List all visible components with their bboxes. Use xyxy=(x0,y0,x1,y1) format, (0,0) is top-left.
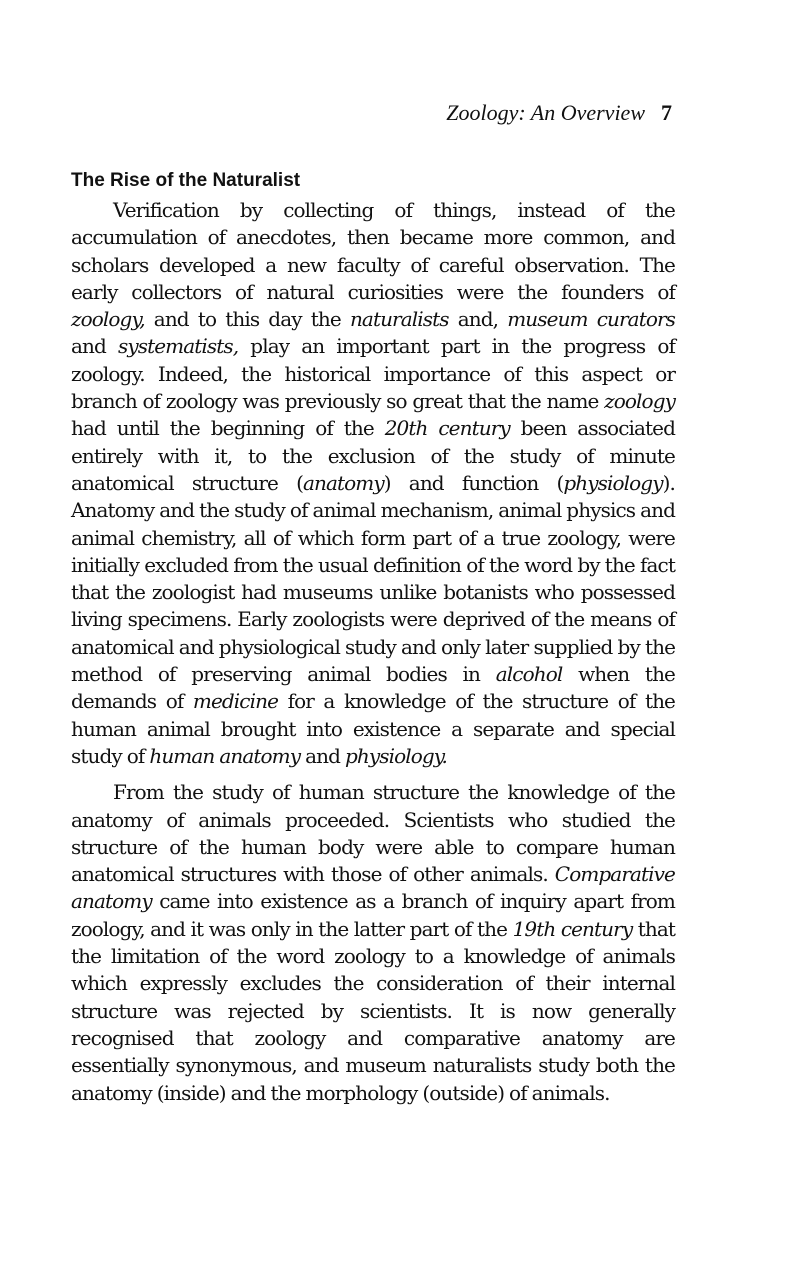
italic-term: zoology, xyxy=(71,307,145,332)
italic-term: museum curators xyxy=(507,307,675,332)
italic-term: 19th century xyxy=(512,916,633,941)
italic-term: naturalists xyxy=(349,307,449,332)
text-run: and xyxy=(71,334,118,359)
text-run: Verification by collecting of things, instead of the accumulation of anecdotes, then became more common, and scholars developed a new faculty of careful observation. The early collectors of natural curiosities were the founders of xyxy=(71,198,675,304)
page-number: 7 xyxy=(661,100,672,125)
body-paragraph xyxy=(71,779,675,1107)
italic-term: physiology xyxy=(563,470,663,495)
text-run: and xyxy=(300,743,345,768)
text-run: for a knowledge of the structure of the human animal brought into existence a separate and special study of xyxy=(71,689,675,768)
running-head xyxy=(446,100,672,126)
running-head-title: Zoology: An Overview xyxy=(446,100,645,125)
text-run: and, xyxy=(448,307,508,332)
text-run: that the limitation of the word zoology to a knowledge of animals which expressly excludes the consideration of their internal structure was rejected by scientists. It is now generally recognised that zoology and comparative anatomy are essentially synonymous, and museum naturalists study both the anatomy (inside) and the morphology (outside) of animals. xyxy=(71,916,675,1105)
text-run: From the study of human structure the knowledge of the anatomy of animals proceeded. Scientists who studied the structure of the human body were able to compare human anatomical structures with those of other animals. xyxy=(71,780,675,887)
page-body xyxy=(71,169,675,1107)
text-run: had until the beginning of the xyxy=(71,416,385,441)
italic-term: anatomy xyxy=(303,470,384,495)
italic-term: human anatomy xyxy=(149,743,301,768)
text-run: ). Anatomy and the study of animal mechanism, animal physics and animal chemistry, all of which form part of a true zoology, were initially excluded from the usual definition of the word by the fact that the zoologist had museums unlike botanists who possessed living specimens. Early zoologists were deprived of the means of anatomical and physiological study and only later supplied by the method of preserving animal bodies in xyxy=(71,470,675,687)
italic-term: 20th century xyxy=(384,416,510,441)
text-run: play an important part in the progress of zoology. Indeed, the historical importance of this aspect or branch of zoology was previously so great that the name xyxy=(71,334,675,414)
body-paragraph xyxy=(71,197,675,770)
text-run: when the demands of xyxy=(71,662,675,714)
italic-term: Comparative anatomy xyxy=(71,862,675,914)
italic-term: physiology. xyxy=(344,743,447,768)
text-run: and to this day the xyxy=(144,307,350,332)
italic-term: alcohol xyxy=(495,662,563,687)
italic-term: zoology xyxy=(604,389,675,414)
section-heading: The Rise of the Naturalist xyxy=(71,170,301,191)
text-run: been associated entirely with it, to the exclusion of the study of minute anatomical structure ( xyxy=(71,416,675,495)
text-run: ) and function ( xyxy=(383,470,564,495)
italic-term: medicine xyxy=(192,689,279,714)
text-run: came into existence as a branch of inquiry apart from zoology, and it was only in the latter part of the xyxy=(71,889,675,941)
italic-term: systematists, xyxy=(117,334,239,359)
